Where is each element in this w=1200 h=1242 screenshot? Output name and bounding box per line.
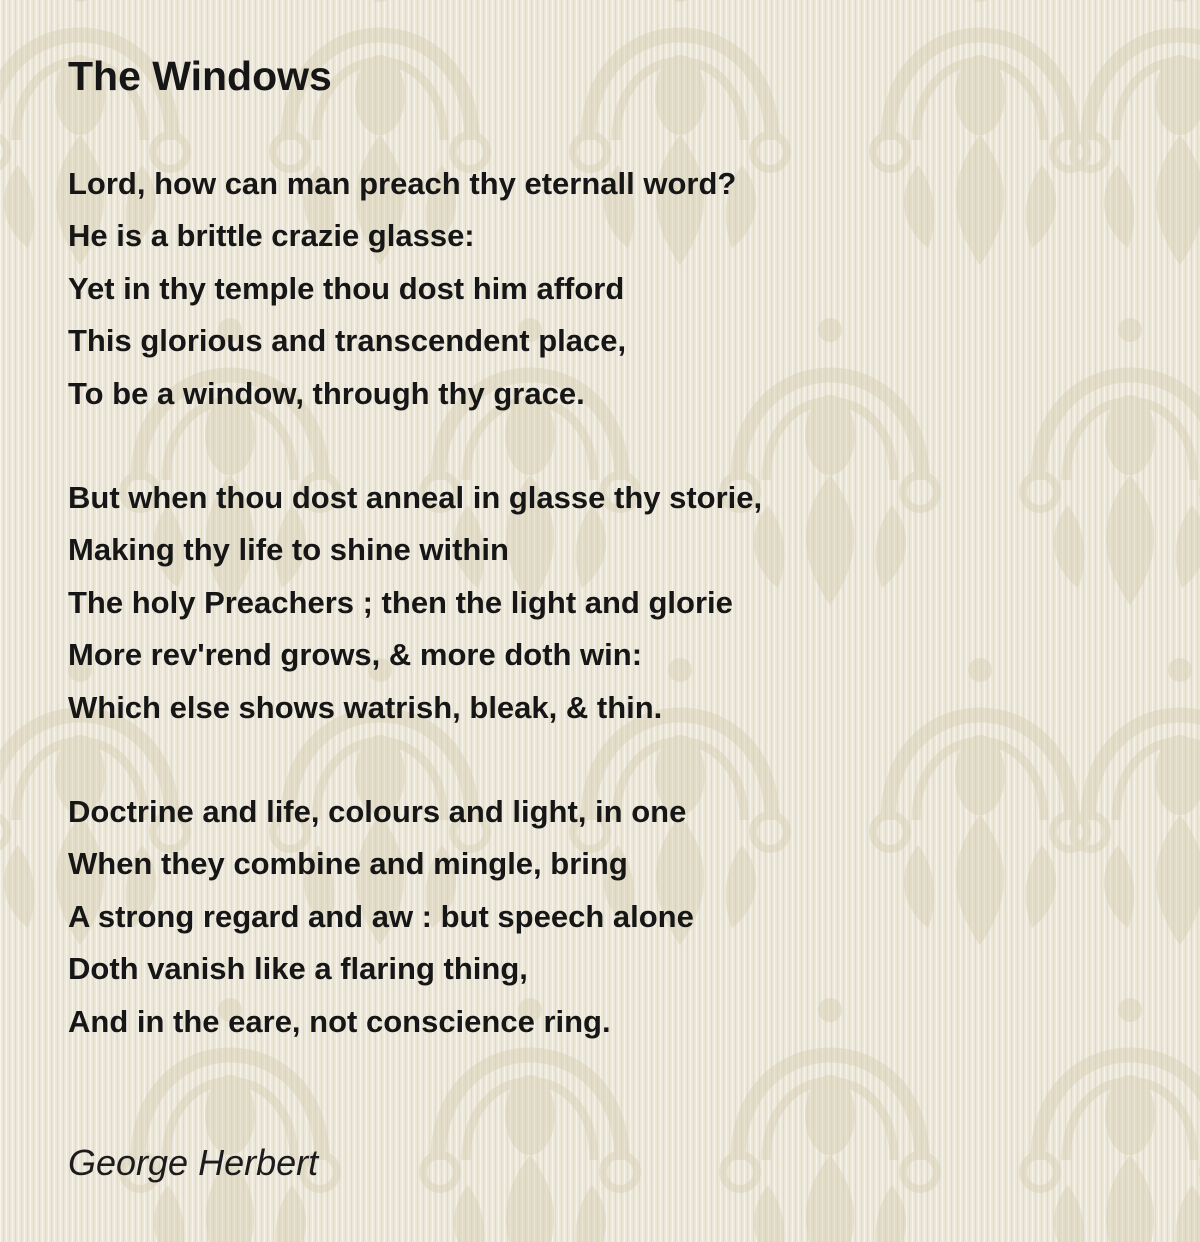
poem-line: Yet in thy temple thou dost him afford (68, 270, 625, 306)
poem-line: To be a window, through thy grace. (68, 375, 585, 411)
poem-line: When they combine and mingle, bring (68, 846, 628, 882)
poem-line: He is a brittle crazie glasse: (68, 218, 475, 254)
stanza-1 (68, 158, 1160, 420)
poem-line: Lord, how can man preach thy eternall word? (68, 166, 737, 201)
poem-line: More rev'rend grows, & more doth win: (68, 637, 643, 673)
poem-line: And in the eare, not conscience ring. (68, 1003, 611, 1039)
poem-line: Doctrine and life, colours and light, in one (68, 794, 687, 830)
stanza-2 (68, 472, 1160, 734)
stanza-3 (68, 786, 1160, 1048)
poem-line: A strong regard and aw : but speech alone (68, 898, 694, 934)
poem-line: The holy Preachers ; then the light and glorie (68, 584, 733, 620)
poem-author: George Herbert (68, 1142, 319, 1184)
poem-line: This glorious and transcendent place, (68, 323, 627, 359)
poem-line: Which else shows watrish, bleak, & thin. (68, 689, 663, 725)
poem-line: But when thou dost anneal in glasse thy storie, (68, 480, 763, 516)
poem-title: The Windows (68, 53, 332, 99)
poem-line: Making thy life to shine within (68, 532, 509, 568)
poem-line: Doth vanish like a flaring thing, (68, 951, 528, 987)
